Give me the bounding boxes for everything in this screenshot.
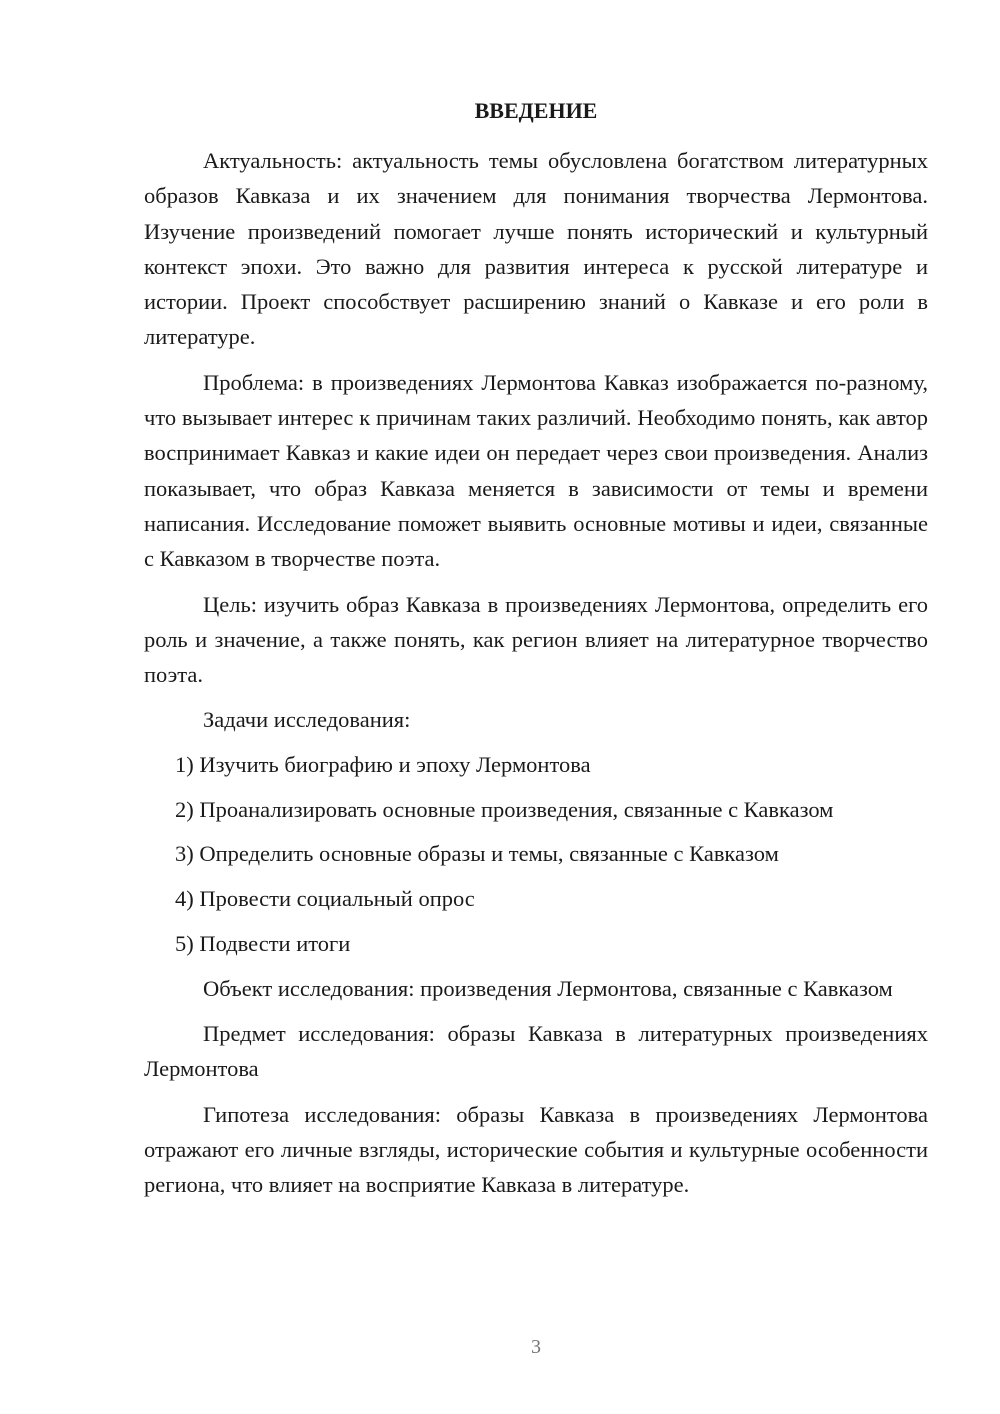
hypothesis-paragraph: Гипотеза исследования: образы Кавказа в произведениях Лермонтова отражают его личные взгляды, исторические события и культурные особенности региона, что влияет на восприятие Кавказа в литературе. [144, 1101, 928, 1198]
list-item: 1) Изучить биографию и эпоху Лермонтова [175, 751, 591, 777]
tasks-list [144, 747, 928, 961]
list-item: 3) Определить основные образы и темы, связанные с Кавказом [175, 841, 779, 867]
section-title: ВВЕДЕНИЕ [474, 98, 598, 123]
relevance-paragraph: Актуальность: актуальность темы обусловлена богатством литературных образов Кавказа и их значением для понимания творчества Лермонтова. Изучение произведений помогает лучше понять исторический и культурный контекст эпохи. Это важно для развития интереса к русской литературе и истории. Проект способствует расширению знаний о Кавказе и его роли в литературе. [144, 148, 928, 350]
list-item: 2) Проанализировать основные произведения, связанные с Кавказом [175, 796, 834, 822]
subject-paragraph: Предмет исследования: образы Кавказа в литературных произведениях Лермонтова [144, 1021, 928, 1082]
object-paragraph: Объект исследования: произведения Лермонтова, связанные с Кавказом [203, 975, 893, 1001]
tasks-heading: Задачи исследования: [203, 707, 411, 733]
problem-paragraph: Проблема: в произведениях Лермонтова Кавказ изображается по-разному, что вызывает интерес к причинам таких различий. Необходимо понять, как автор воспринимает Кавказ и какие идеи он передает через свои произведения. Анализ показывает, что образ Кавказа меняется в зависимости от темы и времени написания. Исследование поможет выявить основные мотивы и идеи, связанные с Кавказом в творчестве поэта. [144, 369, 928, 572]
list-item: 5) Подвести итоги [175, 930, 351, 956]
list-item: 4) Провести социальный опрос [175, 886, 475, 912]
goal-paragraph: Цель: изучить образ Кавказа в произведениях Лермонтова, определить его роль и значение, а также понять, как регион влияет на литературное творчество поэта. [144, 591, 928, 688]
page-number: 3 [531, 1336, 541, 1358]
document-body [144, 143, 928, 1213]
